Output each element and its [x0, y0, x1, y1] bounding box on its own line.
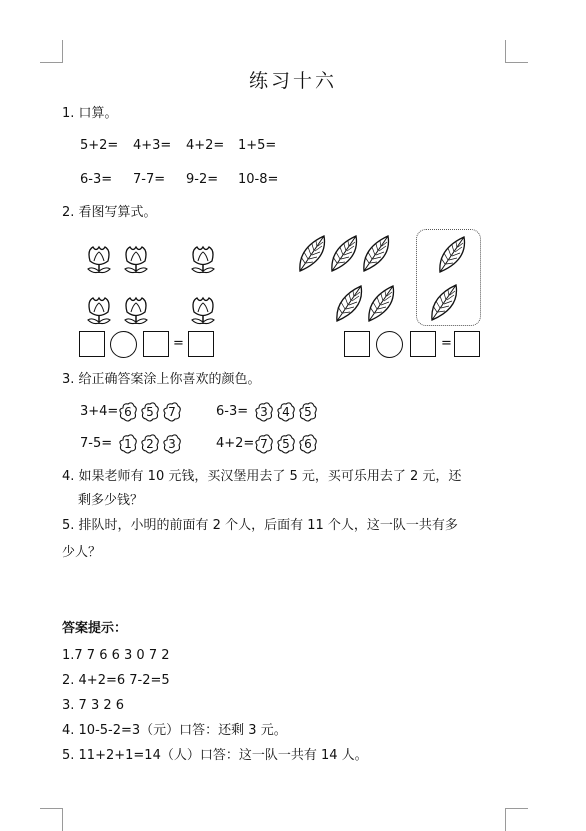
answer-line: 2. 4+2=6 7-2=5	[62, 673, 170, 688]
tulip-icon	[84, 292, 114, 326]
answer-box[interactable]	[188, 331, 214, 357]
q1-expr: 4+3=	[133, 138, 172, 153]
operator-circle[interactable]	[110, 331, 137, 358]
answer-line: 5. 11+2+1=14（人）口答：这一队一共有 14 人。	[62, 748, 368, 763]
q4-text-line2: 剩多少钱？	[78, 493, 144, 508]
answer-choice[interactable]: 6	[299, 434, 317, 454]
equals-sign: =	[441, 336, 452, 351]
answer-line: 1.7 7 6 6 3 0 7 2	[62, 648, 170, 663]
leaf-icon	[296, 233, 328, 275]
leaf-icon	[428, 282, 460, 324]
q3-expr: 4+2=	[216, 436, 255, 451]
q1-label: 1. 口算。	[62, 106, 118, 121]
tulip-icon	[121, 241, 151, 275]
q1-expr: 10-8=	[238, 172, 279, 187]
corner-mark-top-left	[40, 40, 63, 63]
q3-label: 3. 给正确答案涂上你喜欢的颜色。	[62, 372, 261, 387]
corner-mark-bottom-left	[40, 808, 63, 831]
q1-expr: 5+2=	[80, 138, 119, 153]
q1-expr: 6-3=	[80, 172, 113, 187]
answer-choice[interactable]: 3	[255, 402, 273, 422]
answer-choice[interactable]: 7	[255, 434, 273, 454]
q1-expr: 9-2=	[186, 172, 219, 187]
leaf-icon	[436, 234, 468, 276]
q5-text-line2: 少人？	[62, 545, 102, 560]
answer-choice[interactable]: 4	[277, 402, 295, 422]
answer-line: 4. 10-5-2=3（元）口答：还剩 3 元。	[62, 723, 287, 738]
q1-expr: 4+2=	[186, 138, 225, 153]
answer-choice[interactable]: 5	[277, 434, 295, 454]
q5-text-line1: 5. 排队时，小明的前面有 2 个人，后面有 11 个人，这一队一共有多	[62, 518, 458, 533]
corner-mark-top-right	[505, 40, 528, 63]
answer-box[interactable]	[344, 331, 370, 357]
q2-label: 2. 看图写算式。	[62, 205, 157, 220]
tulip-icon	[188, 292, 218, 326]
answer-line: 3. 7 3 2 6	[62, 698, 125, 713]
answer-box[interactable]	[454, 331, 480, 357]
q4-text-line1: 4. 如果老师有 10 元钱，买汉堡用去了 5 元，买可乐用去了 2 元，还	[62, 469, 462, 484]
tulip-icon	[188, 241, 218, 275]
answer-choice[interactable]: 5	[299, 402, 317, 422]
q3-expr: 3+4=	[80, 404, 119, 419]
q3-expr: 6-3=	[216, 404, 249, 419]
answer-choice[interactable]: 5	[141, 402, 159, 422]
leaf-icon	[328, 233, 360, 275]
answers-heading: 答案提示：	[62, 621, 128, 636]
answer-choice[interactable]: 6	[119, 402, 137, 422]
q1-expr: 7-7=	[133, 172, 166, 187]
leaf-icon	[333, 283, 365, 325]
answer-box[interactable]	[410, 331, 436, 357]
tulip-icon	[84, 241, 114, 275]
answer-box[interactable]	[143, 331, 169, 357]
answer-choice[interactable]: 2	[141, 434, 159, 454]
q1-expr: 1+5=	[238, 138, 277, 153]
corner-mark-bottom-right	[505, 808, 528, 831]
equals-sign: =	[173, 336, 184, 351]
leaf-icon	[365, 283, 397, 325]
operator-circle[interactable]	[376, 331, 403, 358]
q3-expr: 7-5=	[80, 436, 113, 451]
answer-box[interactable]	[79, 331, 105, 357]
leaf-icon	[360, 233, 392, 275]
page-title: 练习十六	[248, 70, 337, 92]
answer-choice[interactable]: 7	[163, 402, 181, 422]
tulip-icon	[121, 292, 151, 326]
answer-choice[interactable]: 3	[163, 434, 181, 454]
answer-choice[interactable]: 1	[119, 434, 137, 454]
